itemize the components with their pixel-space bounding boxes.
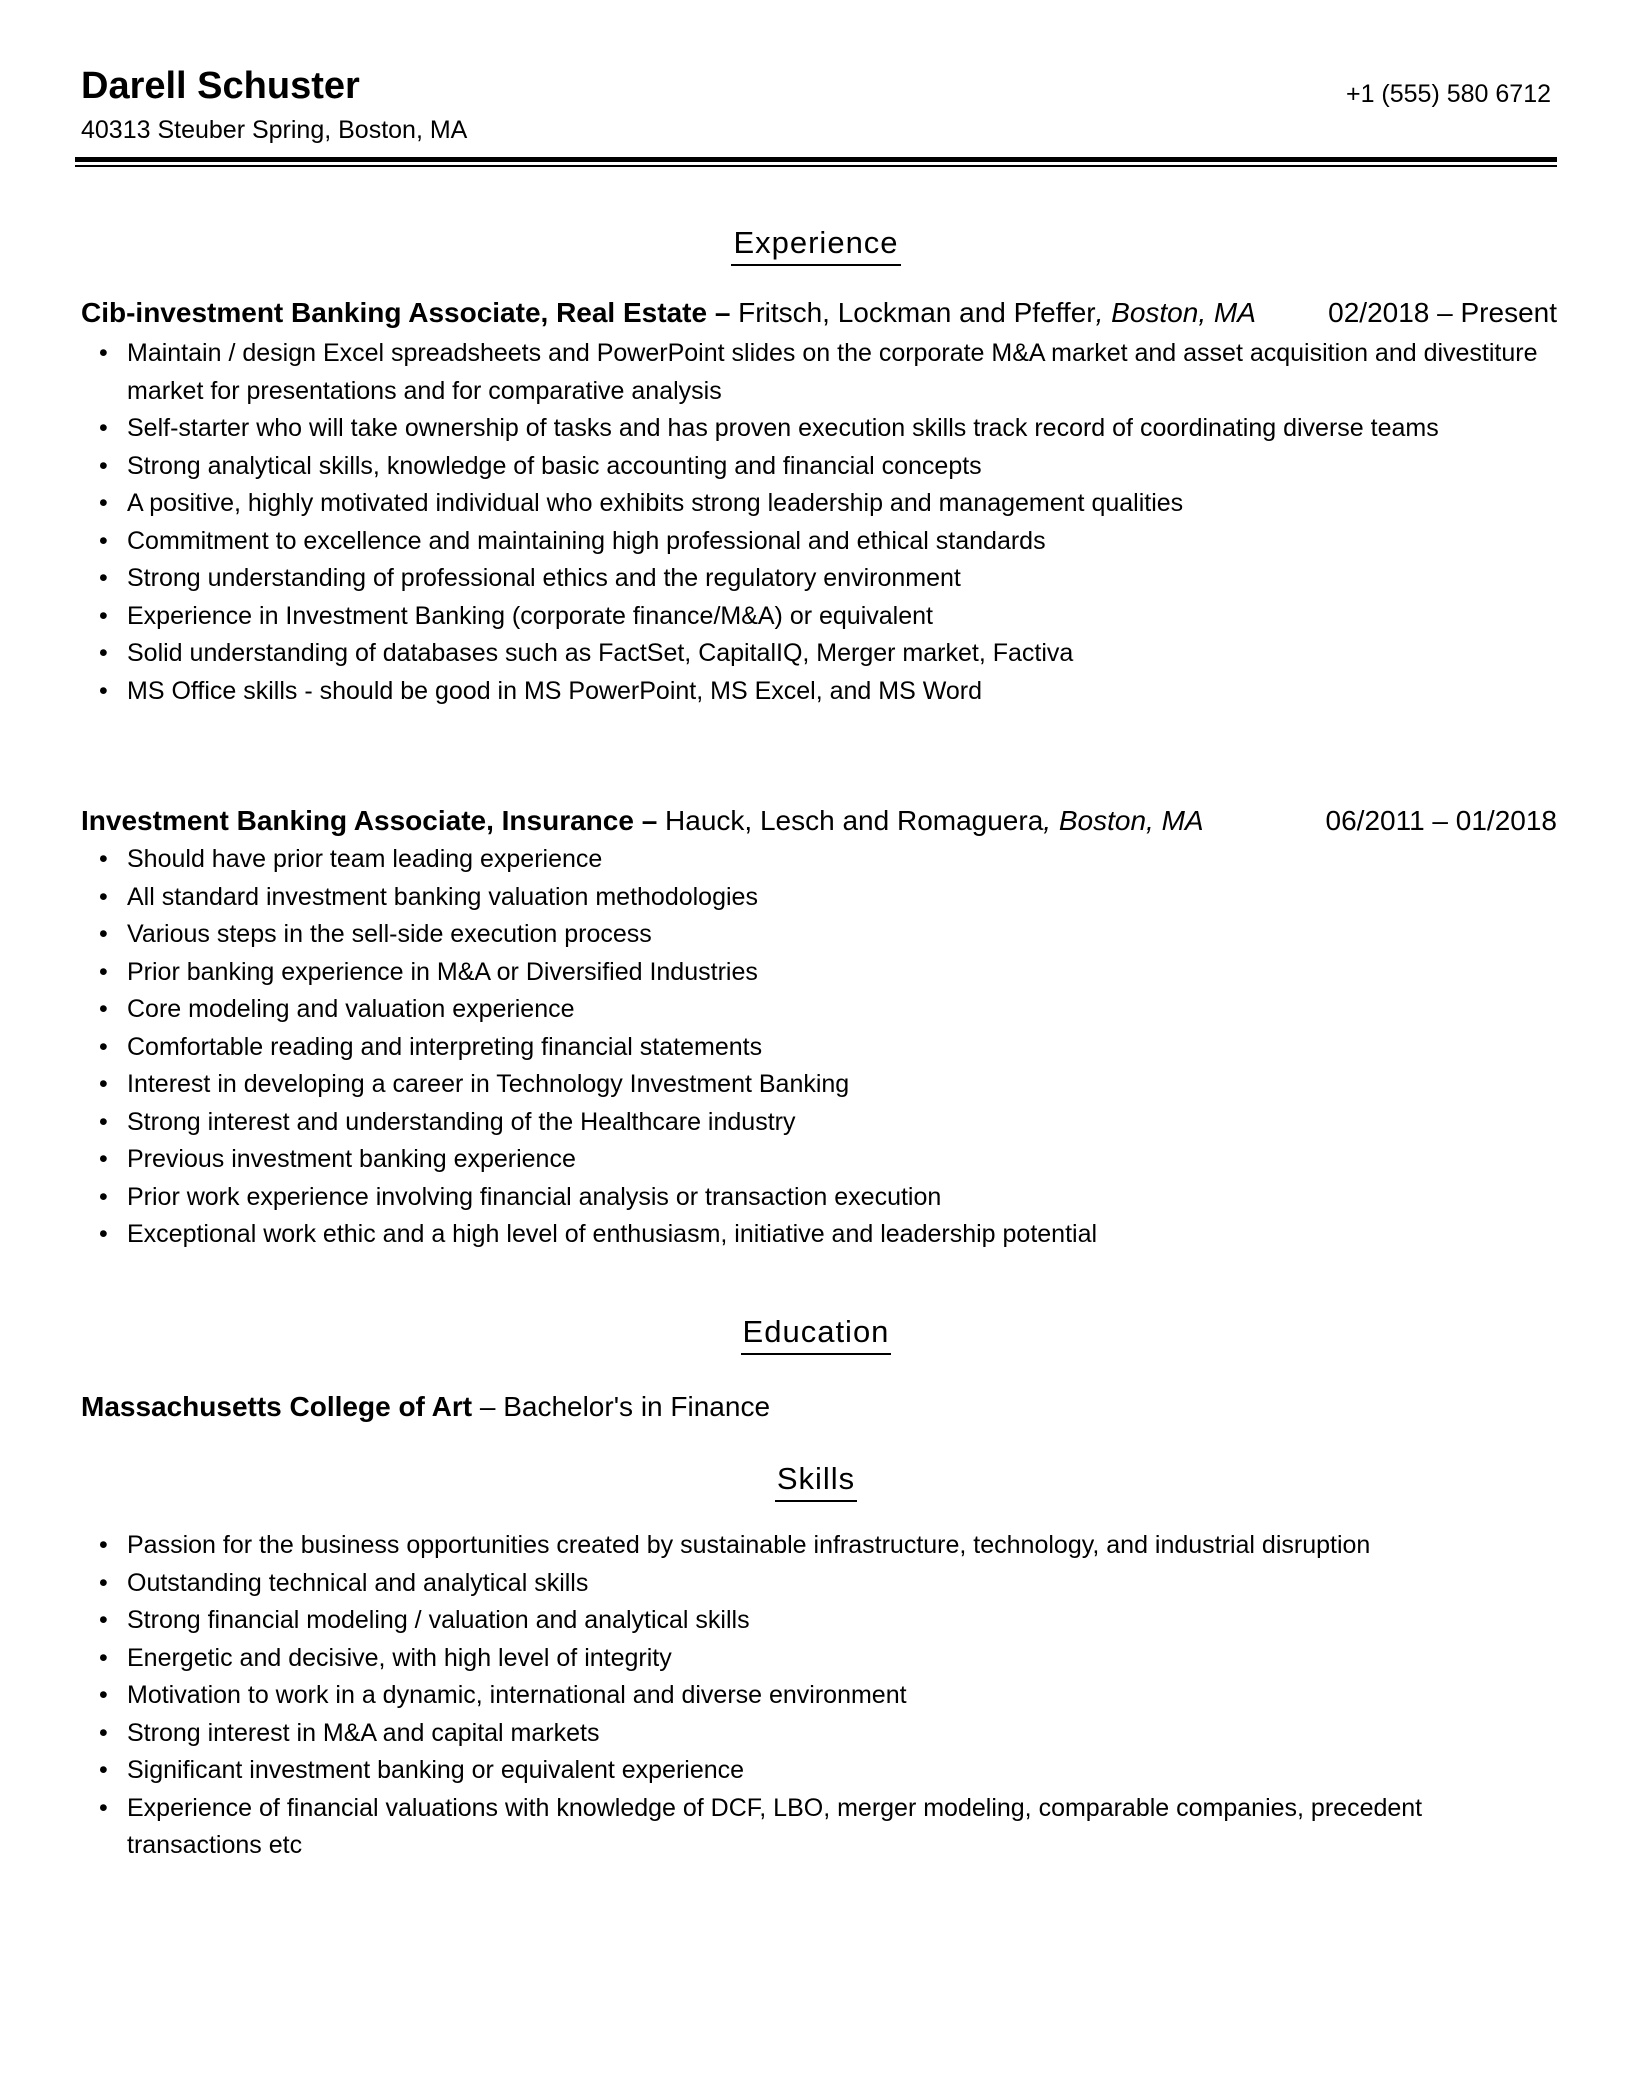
- job-title-line: [81, 800, 1281, 841]
- list-item: • Strong analytical skills, knowledge of basic accounting and financial concepts: [81, 448, 1557, 486]
- list-item: • Outstanding technical and analytical skills: [81, 1565, 1501, 1603]
- list-item: • Strong interest in M&A and capital markets: [81, 1715, 1501, 1753]
- job-entry-1: [81, 292, 1557, 710]
- skills-heading: [0, 1460, 1632, 1502]
- list-item: • All standard investment banking valuation methodologies: [81, 879, 1557, 917]
- job-dates: 02/2018 – Present: [1328, 297, 1557, 328]
- job-company: Hauck, Lesch and Romaguera: [657, 805, 1044, 836]
- experience-heading: [0, 224, 1632, 266]
- list-item: • Maintain / design Excel spreadsheets and PowerPoint slides on the corporate M&A market and asset acquisition and divestiture market for presentations and for comparative analysis: [81, 335, 1557, 410]
- school-name: Massachusetts College of Art: [81, 1391, 473, 1422]
- list-item: • Experience of financial valuations with knowledge of DCF, LBO, merger modeling, comparable companies, precedent transactions etc: [81, 1790, 1501, 1865]
- list-item: • Previous investment banking experience: [81, 1141, 1557, 1179]
- education-heading-text: Education: [741, 1313, 892, 1355]
- list-item: • Strong interest and understanding of the Healthcare industry: [81, 1104, 1557, 1142]
- job-header: [81, 292, 1557, 333]
- job-responsibilities: [81, 841, 1557, 1254]
- list-item: • Solid understanding of databases such as FactSet, CapitalIQ, Merger market, Factiva: [81, 635, 1557, 673]
- job-title-line: [81, 292, 1261, 333]
- skills-list: [81, 1527, 1501, 1865]
- list-item: • Should have prior team leading experience: [81, 841, 1557, 879]
- education-heading: [0, 1313, 1632, 1355]
- list-item: • Strong financial modeling / valuation and analytical skills: [81, 1602, 1501, 1640]
- list-item: • A positive, highly motivated individual who exhibits strong leadership and management qualities: [81, 485, 1557, 523]
- candidate-name: Darell Schuster: [81, 65, 360, 107]
- list-item: • Experience in Investment Banking (corporate finance/M&A) or equivalent: [81, 598, 1557, 636]
- job-responsibilities: [81, 335, 1557, 710]
- list-item: • Strong understanding of professional ethics and the regulatory environment: [81, 560, 1557, 598]
- list-item: • MS Office skills - should be good in MS PowerPoint, MS Excel, and MS Word: [81, 673, 1557, 711]
- job-dates: 06/2011 – 01/2018: [1325, 805, 1557, 836]
- education-entry: [81, 1388, 770, 1426]
- list-item: • Motivation to work in a dynamic, international and diverse environment: [81, 1677, 1501, 1715]
- list-item: • Passion for the business opportunities created by sustainable infrastructure, technology, and industrial disruption: [81, 1527, 1501, 1565]
- list-item: • Core modeling and valuation experience: [81, 991, 1557, 1029]
- list-item: • Interest in developing a career in Technology Investment Banking: [81, 1066, 1557, 1104]
- list-item: • Significant investment banking or equivalent experience: [81, 1752, 1501, 1790]
- header-divider-thin: [75, 165, 1557, 167]
- experience-heading-text: Experience: [731, 224, 900, 266]
- list-item: • Energetic and decisive, with high level of integrity: [81, 1640, 1501, 1678]
- list-item: • Comfortable reading and interpreting financial statements: [81, 1029, 1557, 1067]
- list-item: • Prior banking experience in M&A or Diversified Industries: [81, 954, 1557, 992]
- list-item: • Self-starter who will take ownership of tasks and has proven execution skills track record of coordinating diverse teams: [81, 410, 1557, 448]
- job-company: Fritsch, Lockman and Pfeffer: [730, 297, 1096, 328]
- degree: – Bachelor's in Finance: [472, 1391, 771, 1422]
- job-title: Cib-investment Banking Associate, Real Estate –: [81, 297, 731, 328]
- list-item: • Prior work experience involving financial analysis or transaction execution: [81, 1179, 1557, 1217]
- list-item: • Commitment to excellence and maintaining high professional and ethical standards: [81, 523, 1557, 561]
- job-location: , Boston, MA: [1043, 805, 1204, 836]
- skills-heading-text: Skills: [775, 1460, 857, 1502]
- job-entry-2: [81, 800, 1557, 1254]
- job-header: [81, 800, 1557, 841]
- job-location: , Boston, MA: [1095, 297, 1256, 328]
- job-title: Investment Banking Associate, Insurance –: [81, 805, 658, 836]
- list-item: • Exceptional work ethic and a high level of enthusiasm, initiative and leadership potential: [81, 1216, 1557, 1254]
- candidate-phone: +1 (555) 580 6712: [1345, 80, 1551, 108]
- header-divider: [75, 157, 1557, 162]
- candidate-address: 40313 Steuber Spring, Boston, MA: [81, 116, 468, 144]
- list-item: • Various steps in the sell-side execution process: [81, 916, 1557, 954]
